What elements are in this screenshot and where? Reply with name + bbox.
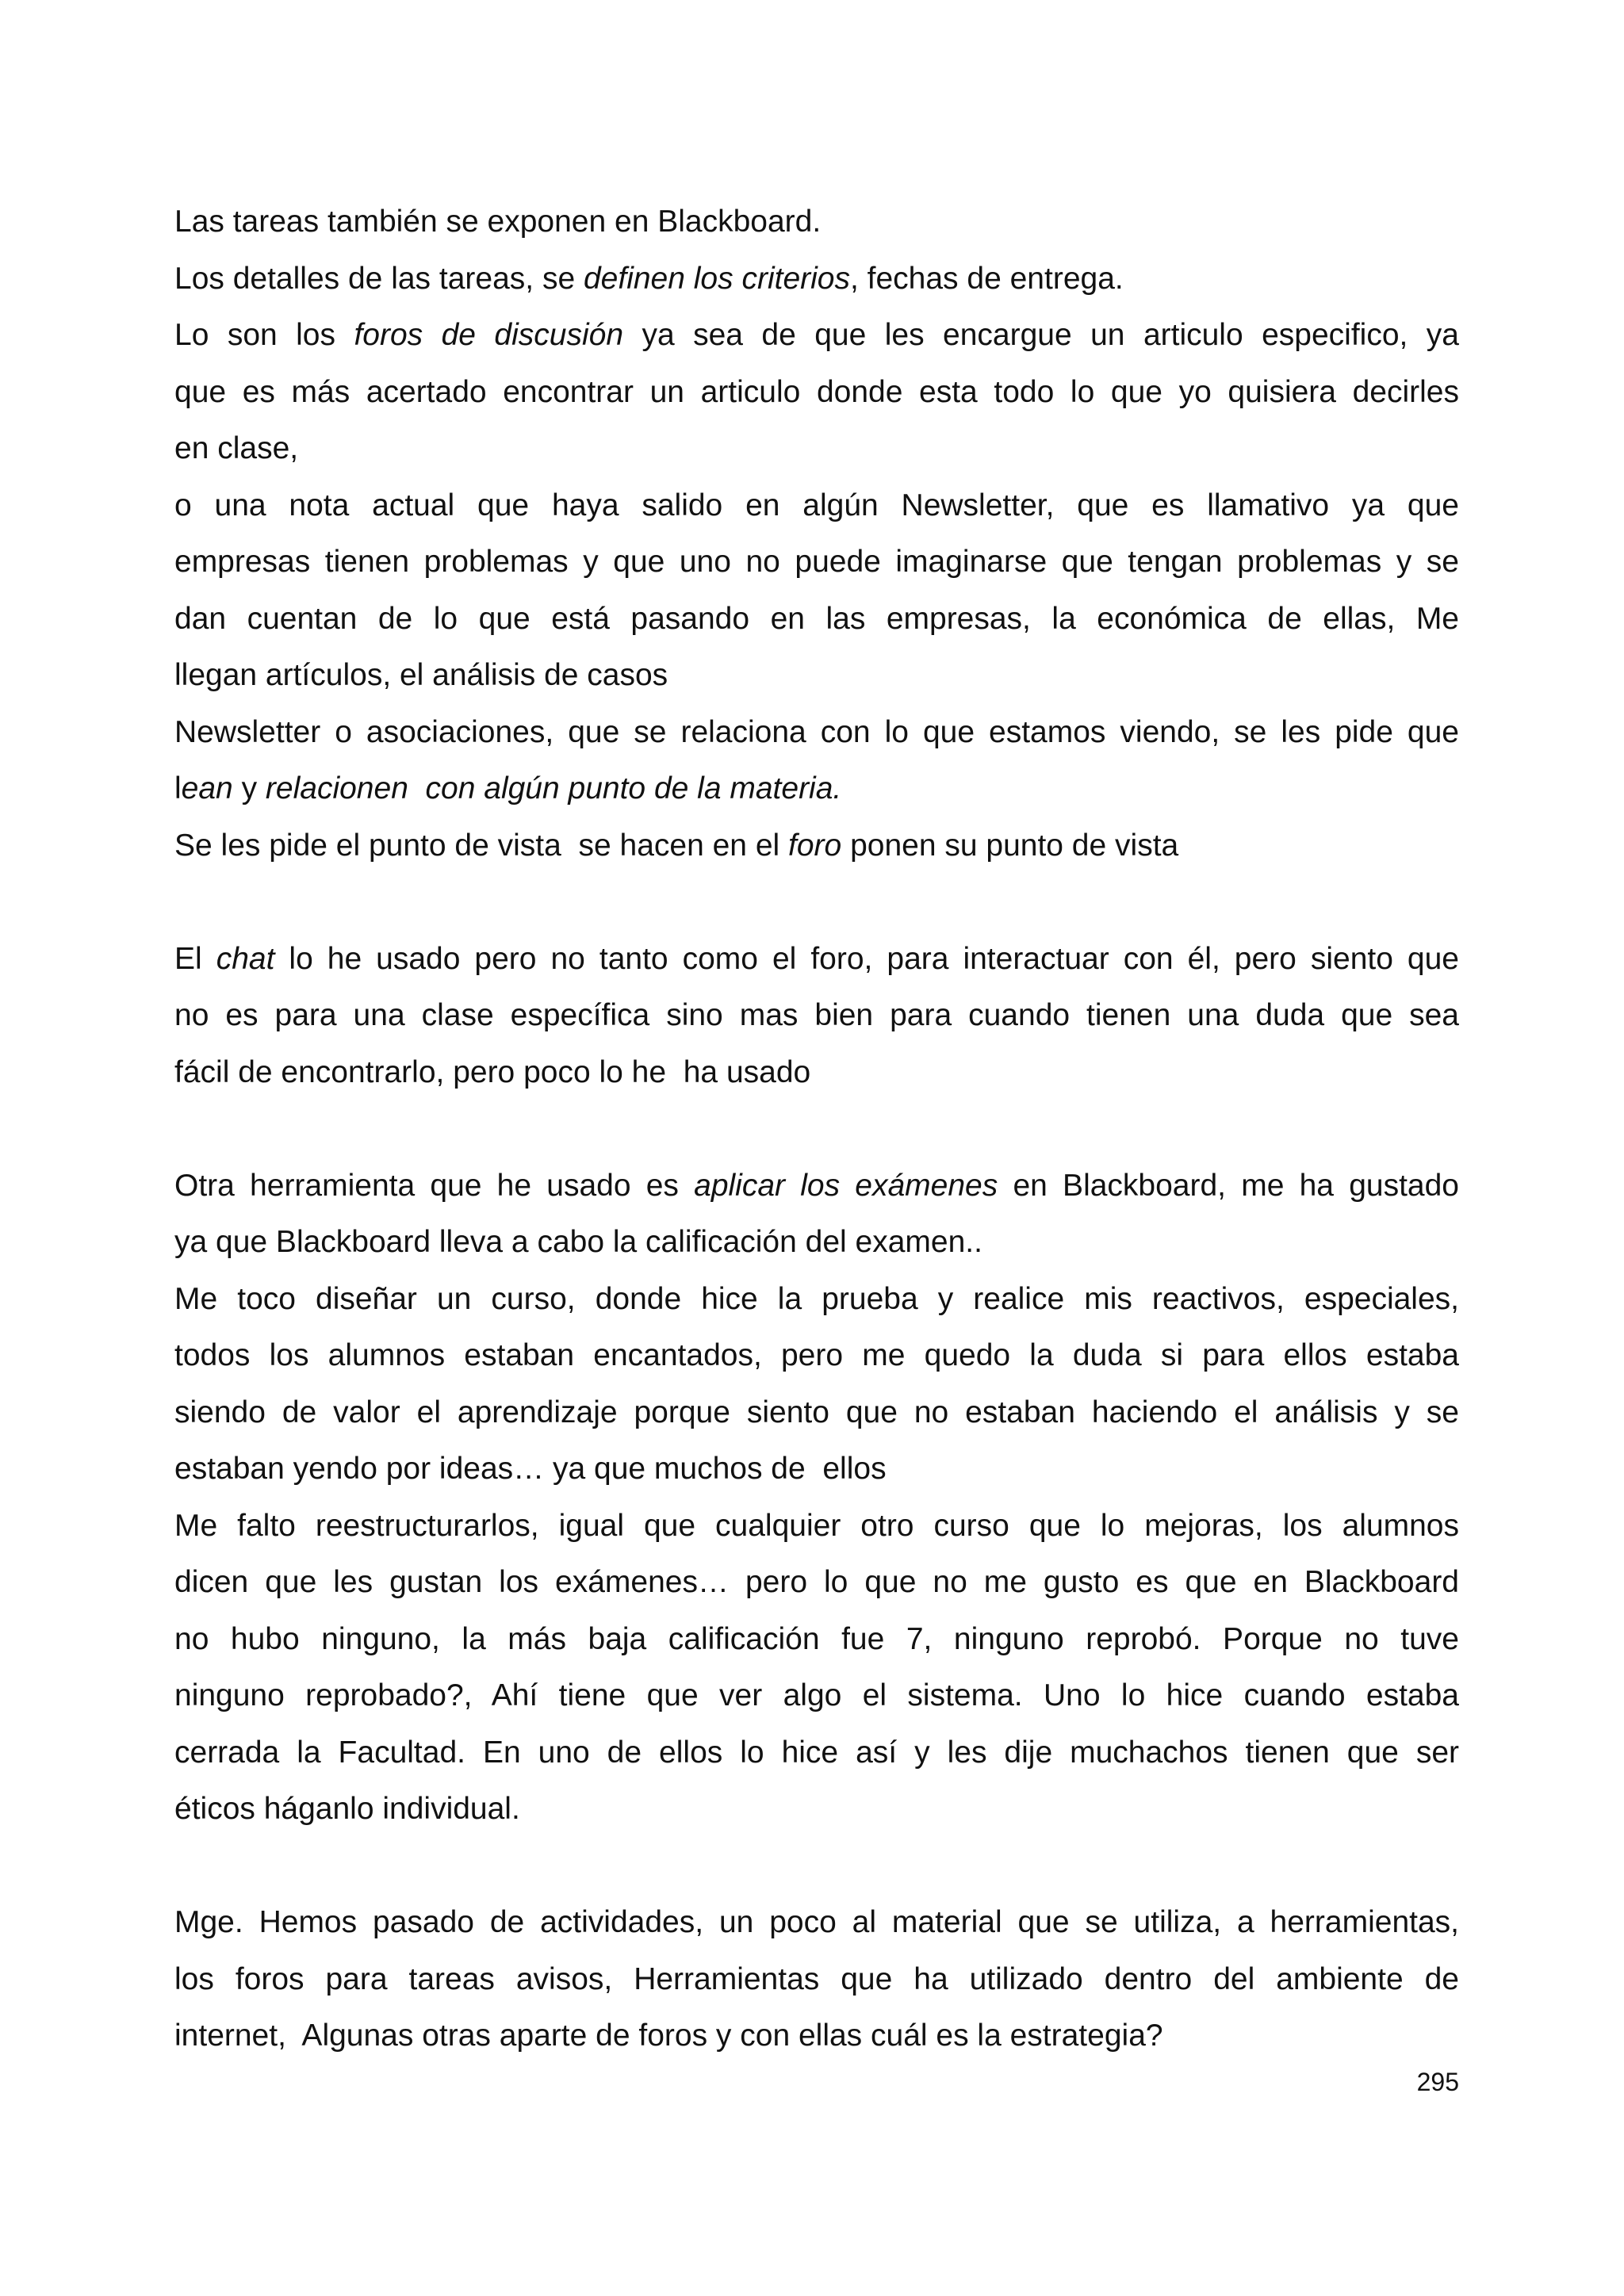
text-line: llegan artículos, el análisis de casos — [174, 658, 668, 692]
emphasis-text: definen los criterios — [583, 261, 850, 296]
text-line: no hubo ninguno, la más baja calificación fue 7, ninguno reprobó. Porque no tuve — [174, 1621, 1459, 1656]
text-line — [174, 307, 1459, 364]
paragraph — [174, 193, 1459, 874]
text-run: Lo son los — [174, 318, 354, 352]
text-run: Los detalles de las tareas, se — [174, 261, 584, 296]
text-line: éticos háganlo individual. — [174, 1792, 520, 1826]
emphasis-text: ean — [181, 771, 233, 806]
text-line — [174, 760, 1459, 817]
paragraph — [174, 1894, 1459, 2064]
text-line: fácil de encontrarlo, pero poco lo he ha usado — [174, 1054, 811, 1089]
paragraph — [174, 931, 1459, 1101]
text-line: que es más acertado encontrar un articulo donde esta todo lo que yo quisiera decirles — [174, 374, 1459, 409]
text-run: y — [232, 771, 266, 806]
text-line: Me toco diseñar un curso, donde hice la prueba y realice mis reactivos, especiales, — [174, 1281, 1459, 1316]
emphasis-text: aplicar los exámenes — [694, 1168, 998, 1203]
text-line: estaban yendo por ideas… ya que muchos de ellos — [174, 1452, 887, 1486]
text-line: en clase, — [174, 431, 299, 465]
text-run: El — [174, 941, 216, 976]
text-line — [174, 1158, 1459, 1215]
emphasis-text: relacionen con algún punto de la materia. — [265, 771, 842, 806]
text-run: l — [174, 771, 182, 806]
text-line: siendo de valor el aprendizaje porque siento que no estaban haciendo el análisis y se — [174, 1395, 1459, 1429]
text-line: cerrada la Facultad. En uno de ellos lo hice así y les dije muchachos tienen que ser — [174, 1735, 1459, 1770]
text-run: ponen su punto de vista — [841, 828, 1179, 863]
paragraph-gap — [174, 1100, 1459, 1158]
paragraph-gap — [174, 874, 1459, 931]
emphasis-text: foro — [788, 828, 842, 863]
text-line: ninguno reprobado?, Ahí tiene que ver algo el sistema. Uno lo hice cuando estaba — [174, 1678, 1459, 1712]
page-number: 295 — [1416, 2068, 1459, 2096]
document-body — [174, 193, 1459, 2064]
text-run: Se les pide el punto de vista se hacen en el — [174, 828, 789, 863]
text-line: Mge. Hemos pasado de actividades, un poco al material que se utiliza, a herramientas, — [174, 1905, 1459, 1939]
text-line: o una nota actual que haya salido en algún Newsletter, que es llamativo ya que — [174, 488, 1459, 522]
emphasis-text: foros de discusión — [354, 318, 624, 352]
paragraph — [174, 1158, 1459, 1838]
text-line: los foros para tareas avisos, Herramientas que ha utilizado dentro del ambiente de — [174, 1961, 1459, 1996]
text-line: dan cuentan de lo que está pasando en las empresas, la económica de ellas, Me — [174, 601, 1459, 636]
text-line — [174, 931, 1459, 988]
text-line: Newsletter o asociaciones, que se relaciona con lo que estamos viendo, se les pide que — [174, 714, 1459, 749]
text-line: internet, Algunas otras aparte de foros y con ellas cuál es la estrategia? — [174, 2019, 1163, 2053]
text-line: todos los alumnos estaban encantados, pero me quedo la duda si para ellos estaba — [174, 1338, 1459, 1372]
text-line — [174, 817, 1459, 874]
text-run: lo he usado pero no tanto como el foro, para interactuar con él, pero siento que — [274, 941, 1459, 976]
text-line — [174, 251, 1459, 308]
text-run: Otra herramienta que he usado es — [174, 1168, 695, 1203]
text-run: , fechas de entrega. — [849, 261, 1124, 296]
text-line: ya que Blackboard lleva a cabo la calificación del examen.. — [174, 1225, 982, 1259]
text-run: en Blackboard, me ha gustado — [998, 1168, 1459, 1203]
text-line: no es para una clase específica sino mas bien para cuando tienen una duda que sea — [174, 998, 1459, 1032]
emphasis-text: chat — [216, 941, 275, 976]
paragraph-gap — [174, 1838, 1459, 1895]
text-line: Me falto reestructurarlos, igual que cualquier otro curso que lo mejoras, los alumnos — [174, 1508, 1459, 1543]
text-line: dicen que les gustan los exámenes… pero lo que no me gusto es que en Blackboard — [174, 1565, 1459, 1599]
text-run: ya sea de que les encargue un articulo especifico, ya — [623, 318, 1459, 352]
text-line: empresas tienen problemas y que uno no puede imaginarse que tengan problemas y se — [174, 545, 1459, 579]
text-line: Las tareas también se exponen en Blackboard. — [174, 205, 822, 239]
